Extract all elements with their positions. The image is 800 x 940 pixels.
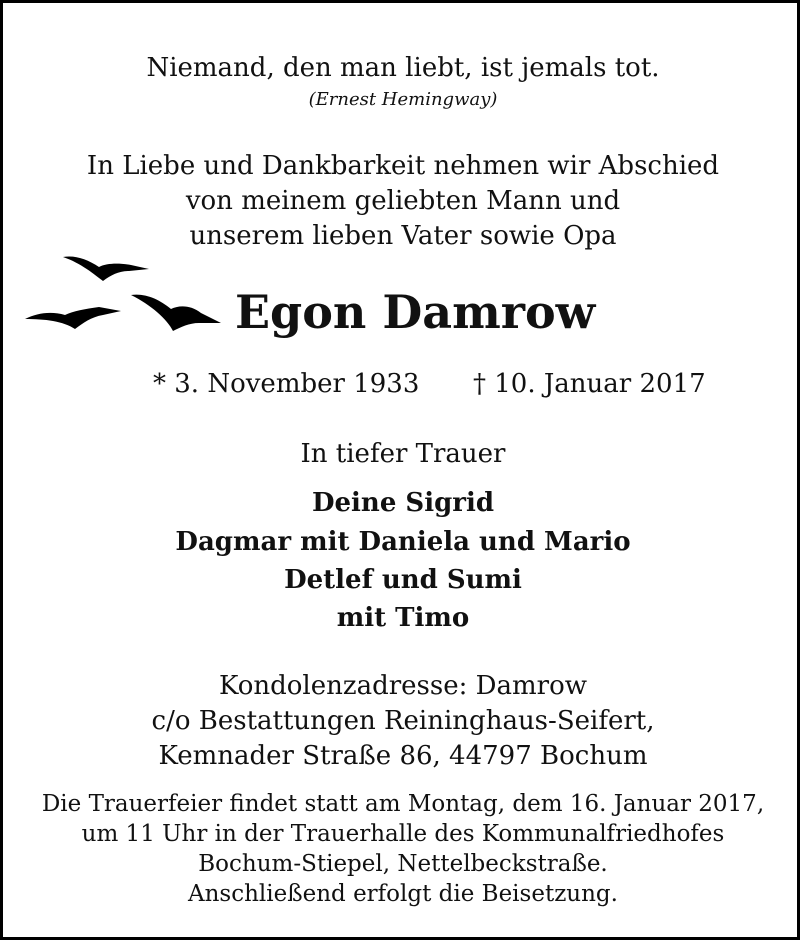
intro-line-1: In Liebe und Dankbarkeit nehmen wir Abschied bbox=[86, 151, 720, 181]
condolence-address-line-3: Kemnader Straße 86, 44797 Bochum bbox=[158, 741, 648, 771]
mourning-label: In tiefer Trauer bbox=[300, 439, 506, 469]
quote-text: Niemand, den man liebt, ist jemals tot. bbox=[146, 53, 660, 83]
family-line-3: Detlef und Sumi bbox=[284, 565, 522, 595]
ceremony-line-1: Die Trauerfeier findet statt am Montag, dem 16. Januar 2017, bbox=[41, 791, 765, 817]
ceremony-line-3: Bochum-Stiepel, Nettelbeckstraße. bbox=[198, 851, 608, 877]
intro-line-2: von meinem geliebten Mann und bbox=[185, 186, 621, 216]
family-line-4: mit Timo bbox=[336, 603, 470, 633]
family-line-2: Dagmar mit Daniela und Mario bbox=[175, 527, 631, 557]
ceremony-line-2: um 11 Uhr in der Trauerhalle des Kommunalfriedhofes bbox=[81, 821, 725, 847]
ceremony-line-4: Anschließend erfolgt die Beisetzung. bbox=[188, 881, 618, 907]
condolence-address-line-1: Kondolenzadresse: Damrow bbox=[219, 671, 587, 701]
condolence-address-line-2: c/o Bestattungen Reininghaus-Seifert, bbox=[151, 706, 655, 736]
flying-birds-icon bbox=[23, 251, 223, 341]
intro-line-3: unserem lieben Vater sowie Opa bbox=[189, 221, 617, 251]
death-date: † 10. Januar 2017 bbox=[473, 369, 706, 399]
family-line-1: Deine Sigrid bbox=[311, 488, 495, 518]
quote-author: (Ernest Hemingway) bbox=[308, 89, 498, 110]
deceased-name: Egon Damrow bbox=[235, 285, 596, 339]
birth-date: * 3. November 1933 bbox=[153, 369, 420, 399]
